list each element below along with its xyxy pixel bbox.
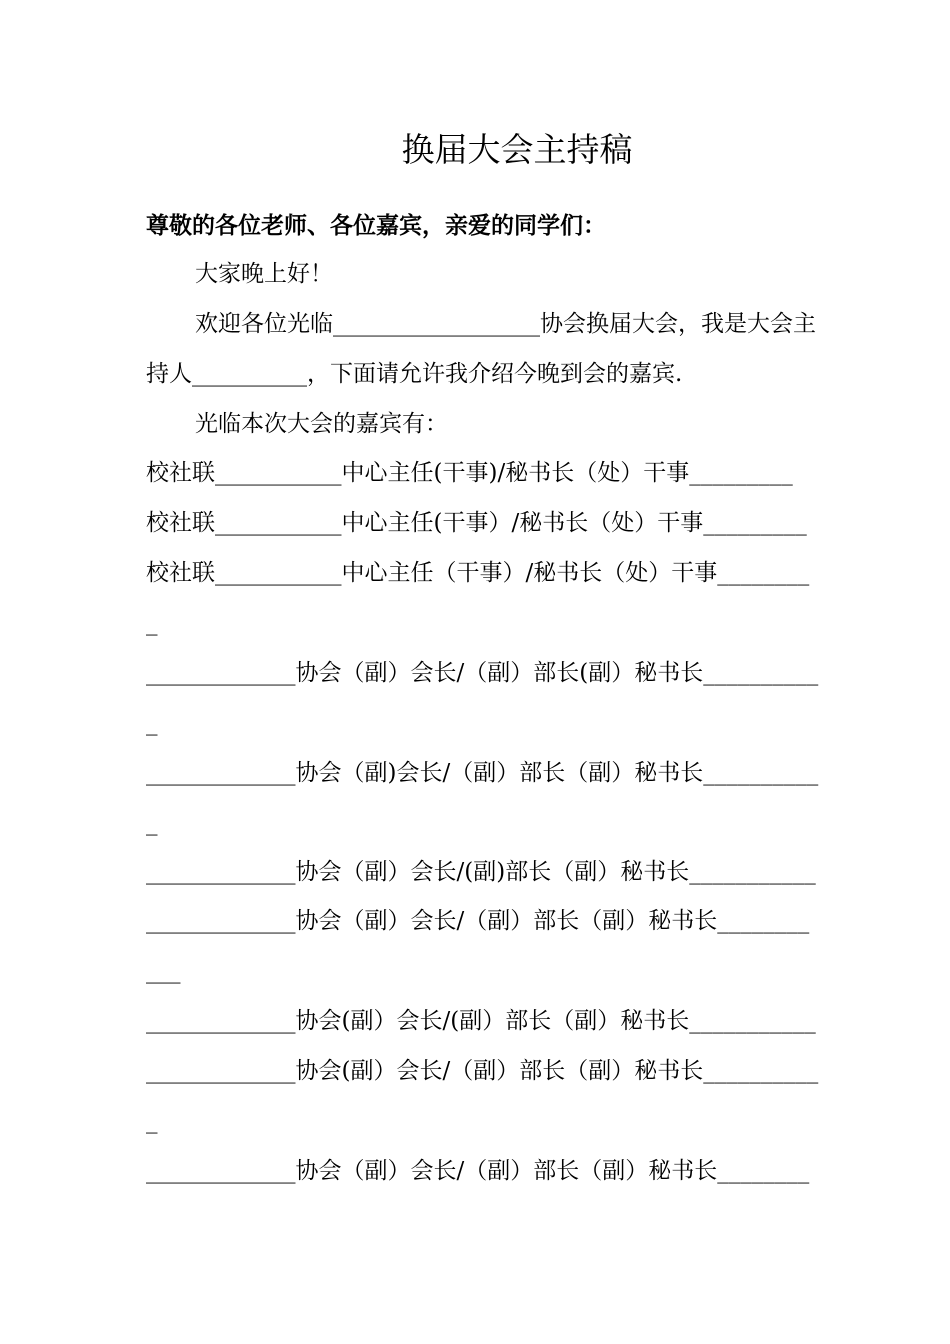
guest-line: _____________协会（副）会长/(副)部长（副）秘书长___________ bbox=[146, 859, 816, 885]
salutation: 尊敬的各位老师、各位嘉宾，亲爱的同学们： bbox=[146, 212, 606, 239]
guest-line-continuation: ___ bbox=[146, 958, 181, 984]
guest-line: _____________协会(副）会长/（副）部长（副）秘书长__________ bbox=[146, 1058, 819, 1084]
guest-line: 校社联___________中心主任（干事）/秘书长（处）干事________ bbox=[146, 560, 810, 586]
guest-line: _____________协会(副）会长/(副）部长（副）秘书长___________ bbox=[146, 1008, 816, 1034]
guest-line: _____________协会（副）会长/（副）部长(副）秘书长__________ bbox=[146, 660, 819, 686]
guest-line: _____________协会（副）会长/（副）部长（副）秘书长________ bbox=[146, 1158, 810, 1184]
document-title: 换届大会主持稿 bbox=[401, 130, 633, 169]
guest-line: 校社联___________中心主任(干事）/秘书长（处）干事_________ bbox=[146, 510, 807, 536]
guest-line-continuation: _ bbox=[146, 610, 158, 636]
guest-intro-line: 光临本次大会的嘉宾有： bbox=[195, 411, 448, 437]
guest-line-continuation: _ bbox=[146, 1108, 158, 1134]
greeting-line: 大家晚上好！ bbox=[195, 261, 333, 287]
guest-line-continuation: _ bbox=[146, 810, 158, 836]
guest-line-continuation: _ bbox=[146, 710, 158, 736]
welcome-line: 欢迎各位光临__________________协会换届大会，我是大会主 bbox=[195, 311, 816, 337]
host-line: 持人__________，下面请允许我介绍今晚到会的嘉宾. bbox=[146, 361, 683, 387]
guest-line: _____________协会（副)会长/（副）部长（副）秘书长__________ bbox=[146, 760, 819, 786]
guest-line: 校社联___________中心主任(干事)/秘书长（处）干事_________ bbox=[146, 460, 793, 486]
guest-line: _____________协会（副）会长/（副）部长（副）秘书长________ bbox=[146, 908, 810, 934]
